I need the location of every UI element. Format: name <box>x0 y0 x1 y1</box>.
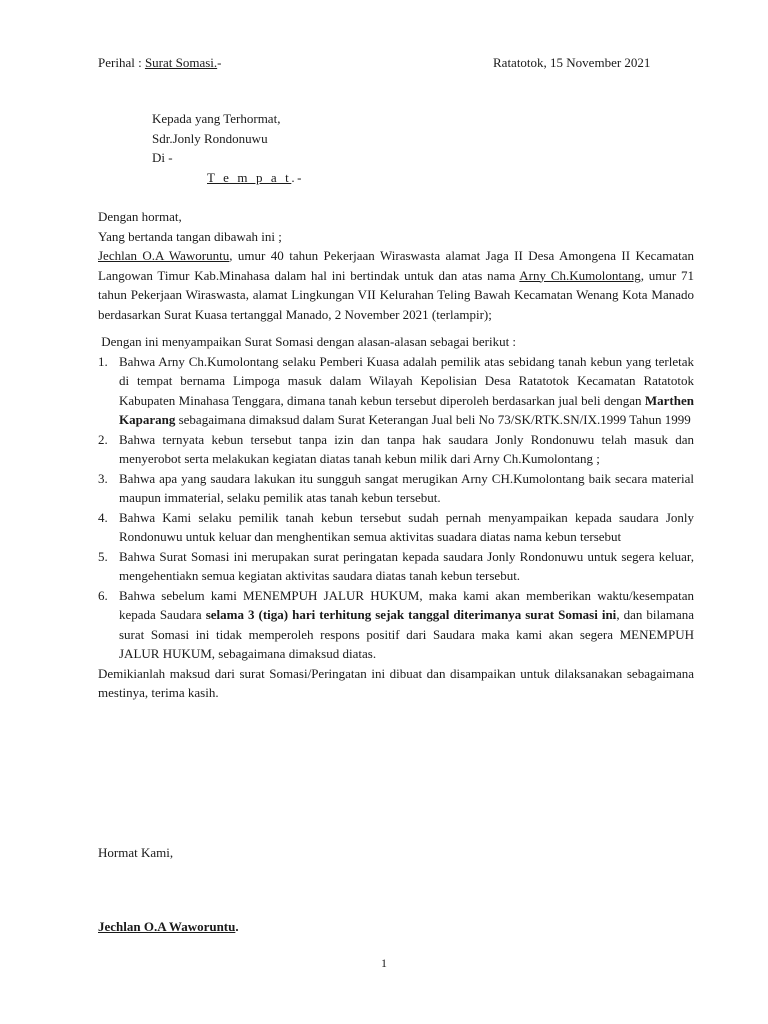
subject-suffix: - <box>217 55 222 70</box>
list-item-text-tail: , dan bilamana surat Somasi ini tidak memperoleh respons positif dari Saudara maka kami akan segera MENEMPUH JALUR HUKUM, sebagaimana dimaksud diatas. <box>119 607 694 661</box>
list-item <box>98 469 694 508</box>
signer-suffix: . <box>235 919 239 934</box>
signer-name <box>98 917 239 937</box>
closing-salutation: Hormat Kami, <box>98 845 174 860</box>
subject-value: Surat Somasi. <box>144 55 218 70</box>
list-item-number: 2. <box>98 431 108 447</box>
address-line-tempat <box>152 168 452 188</box>
party-text-2: , umur 71 tahun Pekerjaan Wiraswasta, alamat Lingkungan VII Kelurahan Teling Bawah Kecamatan Wenang Kota Manado berdasarkan Surat Kuasa tertanggal Manado, 2 November 2021 (terlampir); <box>98 267 694 322</box>
list-item-text: Bahwa Arny Ch.Kumolontang selaku Pemberi Kuasa adalah pemilik atas sebidang tanah kebun yang terletak di tempat bernama Limpoga masuk dalam Wilayah Kepolisian Desa Ratatotok Kecamatan Ratatotok Kabupaten Minahasa Tenggara, dimana tanah kebun tersebut diperoleh berdasarkan jual beli dengan <box>119 353 694 408</box>
list-item-text: Bahwa sebelum kami MENEMPUH JALUR HUKUM, maka kami akan memberikan waktu/kesempatan kepada Saudara <box>119 587 694 622</box>
closing-paragraph: Demikianlah maksud dari surat Somasi/Peringatan ini dibuat dan disampaikan untuk dilaksanakan sebagaimana mestinya, terima kasih. <box>98 665 694 700</box>
tempat-suffix: .- <box>291 169 305 185</box>
address-line-salutation: Kepada yang Terhormat, <box>152 111 281 126</box>
list-item <box>98 508 694 547</box>
list-item-number: 6. <box>98 587 108 603</box>
list-item <box>98 352 694 430</box>
list-item-text: Bahwa ternyata kebun tersebut tanpa izin dan tanpa hak saudara Jonly Rondonuwu telah masuk dan menyerobot serta melakukan kegiatan diatas tanah kebun milik dari Arny Ch.Kumolontang ; <box>119 431 694 466</box>
address-line-di: Di - <box>152 150 173 165</box>
address-line-recipient: Sdr.Jonly Rondonuwu <box>152 130 268 146</box>
intro-line: Yang bertanda tangan dibawah ini ; <box>98 228 282 244</box>
subject-label: Perihal : <box>98 55 145 70</box>
recipient-address <box>152 109 452 187</box>
list-item-number: 4. <box>98 509 108 525</box>
letter-body <box>98 207 694 703</box>
tempat-text: T e m p a t <box>207 169 292 185</box>
list-item <box>98 430 694 469</box>
letter-header <box>98 53 678 73</box>
client-name: Arny Ch.Kumolontang <box>519 267 641 283</box>
list-item-number: 5. <box>98 548 108 564</box>
list-item-text: Bahwa Kami selaku pemilik tanah kebun tersebut sudah pernah menyampaikan kepada saudara Jonly Rondonuwu untuk keluar dan menghentikan semua aktivitas suadara diatas nama kebun tersebut <box>119 509 694 544</box>
list-item-text: Bahwa Surat Somasi ini merupakan surat peringatan kepada saudara Jonly Rondonuwu untuk segera keluar, mengehentiakn semua kegiatan aktivitas saudara diatas tanah kebun tersebut. <box>119 548 694 583</box>
list-item-number: 3. <box>98 470 108 486</box>
list-item-bold: selama 3 (tiga) hari terhitung sejak tanggal diterimanya surat Somasi ini <box>205 607 617 622</box>
party-name: Jechlan O.A Waworuntu <box>98 248 230 263</box>
list-item-text: Bahwa apa yang saudara lakukan itu sungguh sangat merugikan Arny CH.Kumolontang baik secara material maupun immaterial, selaku pemilik atas tanah kebun tersebut. <box>119 470 694 505</box>
reasons-list <box>98 352 694 664</box>
list-item-text-tail: sebagaimana dimaksud dalam Surat Keterangan Jual beli No 73/SK/RTK.SN/IX.1999 Tahun 1999 <box>175 412 691 427</box>
subject-line <box>98 53 222 73</box>
greeting: Dengan hormat, <box>98 209 182 224</box>
signer-name-text: Jechlan O.A Waworuntu <box>98 919 236 934</box>
list-item-bold: Marthen Kaparang <box>119 392 694 427</box>
list-item <box>98 586 694 664</box>
party-text-1: , umur 40 tahun Pekerjaan Wiraswasta alamat Jaga II Desa Amongena II Kecamatan Langowan Timur Kab.Minahasa dalam hal ini bertindak untuk dan atas nama <box>98 248 694 283</box>
list-item <box>98 547 694 586</box>
place-date: Ratatotok, 15 November 2021 <box>493 55 651 70</box>
page-number: 1 <box>381 956 387 970</box>
list-item-number: 1. <box>98 353 108 369</box>
party-paragraph <box>98 246 694 324</box>
reasons-intro: Dengan ini menyampaikan Surat Somasi dengan alasan-alasan sebagai berikut : <box>98 334 517 349</box>
